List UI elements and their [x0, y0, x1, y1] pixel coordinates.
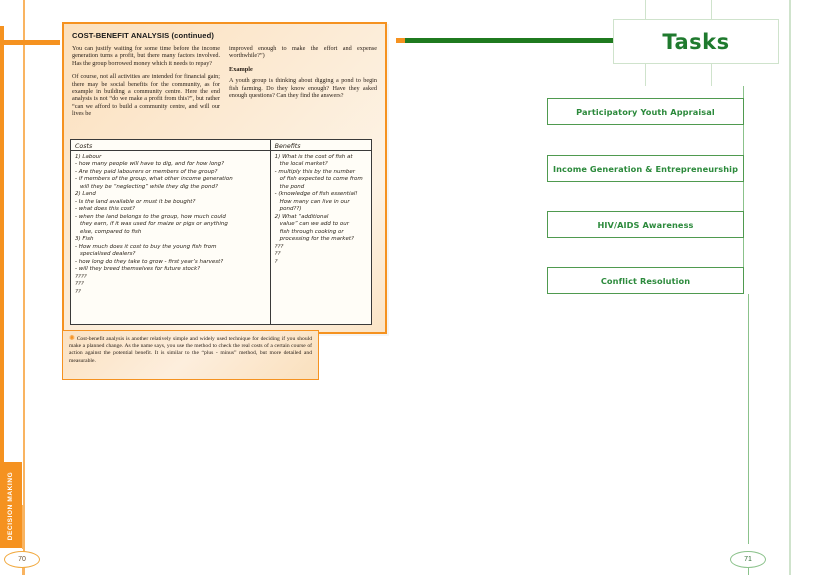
- banner-connector-top-left: [645, 0, 646, 19]
- column-left: [72, 45, 220, 124]
- table-line: - what does this cost?: [75, 206, 135, 212]
- left-page-number-stem-top: [22, 505, 24, 549]
- table-line: - How much does it cost to buy the young fish from: [75, 243, 217, 250]
- cost-benefit-table: [70, 139, 372, 325]
- table-line: value” can we add to our: [279, 221, 350, 227]
- table-line: - (knowledge of fish essential!: [274, 191, 358, 197]
- banner-connector-bottom-left: [645, 64, 646, 86]
- paragraph: improved enough to make the effort and expense worthwhile?”): [229, 45, 377, 60]
- task-label: Participatory Youth Appraisal: [576, 106, 715, 117]
- table-line: will they be “neglecting” while they dig the pond?: [80, 183, 218, 190]
- table-line: fish through cooking or: [279, 228, 344, 235]
- right-page-number-stem-top: [748, 294, 749, 544]
- table-line: - Is the land available or must it be bought?: [75, 198, 196, 205]
- table-cell-benefits: [271, 151, 371, 266]
- table-line: the local market?: [279, 161, 328, 167]
- table-line: the pond: [279, 183, 305, 190]
- table-header-benefits: Benefits: [271, 140, 371, 151]
- note-text: Cost-benefit analysis is another relatively simple and widely used technique for deciding if you should make a planned change. As the name says, you use the method to check the real costs of a certain course of action against the potential benefit. It is similar to the “plus - minus” method, but more detailed and measurable.: [69, 336, 312, 364]
- table-line: ??: [274, 251, 281, 257]
- table-line: - if members of the group, what other income generation: [75, 176, 233, 182]
- table-line: of fish expected to come from: [279, 176, 363, 182]
- task-label: Income Generation & Entrepreneurship: [552, 163, 739, 174]
- left-header-bar: [0, 40, 60, 45]
- column-right: [229, 45, 377, 124]
- task-item-income-generation-entrepreneurship[interactable]: [547, 155, 744, 182]
- table-line: ???: [274, 243, 284, 250]
- right-page-number: 71: [730, 551, 766, 568]
- task-connector-1: [743, 125, 744, 155]
- task-item-hiv-aids-awareness[interactable]: [547, 211, 744, 238]
- task-item-conflict-resolution[interactable]: [547, 267, 744, 294]
- table-line: ????: [75, 273, 87, 280]
- right-header-bar-cap: [396, 38, 405, 43]
- table-column-costs: [71, 140, 271, 324]
- table-cell-costs: [71, 151, 270, 296]
- table-line: - will they breed themselves for future stock?: [75, 266, 201, 272]
- table-line: ???: [75, 281, 84, 287]
- tip-note-box: [62, 330, 319, 380]
- task-label: Conflict Resolution: [600, 275, 691, 286]
- left-page-number: 70: [4, 551, 40, 568]
- table-line: 3) Fish: [75, 236, 94, 242]
- table-column-benefits: [271, 140, 371, 324]
- table-line: 1) Labour: [75, 153, 102, 160]
- note-paragraph: [69, 335, 312, 365]
- table-line: specialised dealers?: [80, 251, 136, 257]
- table-line: pond??): [279, 206, 302, 212]
- section-tab-label: DECISION MAKING: [7, 471, 14, 541]
- banner-connector-bottom-right: [711, 64, 712, 86]
- leaf-bullet-icon: ✺: [69, 334, 75, 342]
- task-connector-2: [743, 182, 744, 211]
- table-line: How many can live in our: [279, 198, 350, 205]
- example-heading: Example: [229, 65, 253, 73]
- tasks-banner-title: Tasks: [662, 29, 730, 54]
- table-line: - multiply this by the number: [274, 168, 356, 175]
- table-line: processing for the market?: [279, 236, 354, 242]
- section-tab-decision-making[interactable]: [0, 462, 22, 548]
- right-margin-rule: [789, 0, 791, 575]
- task-item-participatory-youth-appraisal[interactable]: [547, 98, 744, 125]
- table-line: - how long do they take to grow - first year’s harvest?: [75, 258, 224, 265]
- paragraph: You can justify waiting for some time before the income generation turns a profit, but there many factors involved. Has the group borrowed money which it needs to repay?: [72, 45, 220, 67]
- two-column-text: [72, 45, 377, 124]
- paragraph: Of course, not all activities are intended for financial gain; there may be social benefits for the community, as for example in building a community centre. Here the end analysis is not “do we make a profit from this?”, but rather “can we afford to build a community centre, and will our lives be: [72, 73, 220, 118]
- table-line: - how many people will have to dig, and for how long?: [75, 161, 225, 167]
- tasks-banner: [613, 19, 779, 64]
- table-line: - Are they paid labourers or members of the group?: [75, 168, 218, 175]
- table-line: - when the land belongs to the group, how much could: [75, 213, 226, 220]
- page-title: COST-BENEFIT ANALYSIS (continued): [72, 31, 214, 40]
- table-line: 2) What “additional: [274, 213, 329, 220]
- task-connector-3: [743, 238, 744, 267]
- banner-connector-top-right: [711, 0, 712, 19]
- table-line: they earn, if it was used for maize or pigs or anything: [80, 221, 228, 227]
- task-label: HIV/AIDS Awareness: [597, 219, 694, 230]
- table-line: ?: [274, 258, 278, 265]
- task-connector-0: [743, 86, 744, 98]
- paragraph: A youth group is thinking about digging a pond to begin fish farming. Do they know enough? Have they asked enough questions? Can they find the answers?: [229, 77, 377, 100]
- table-line: 1) What is the cost of fish at: [274, 153, 353, 160]
- table-line: 2) Land: [75, 191, 96, 197]
- table-header-costs: Costs: [71, 140, 270, 151]
- table-line: ??: [75, 288, 81, 295]
- left-rule-line: [23, 0, 25, 575]
- table-line: else, compared to fish: [80, 228, 142, 235]
